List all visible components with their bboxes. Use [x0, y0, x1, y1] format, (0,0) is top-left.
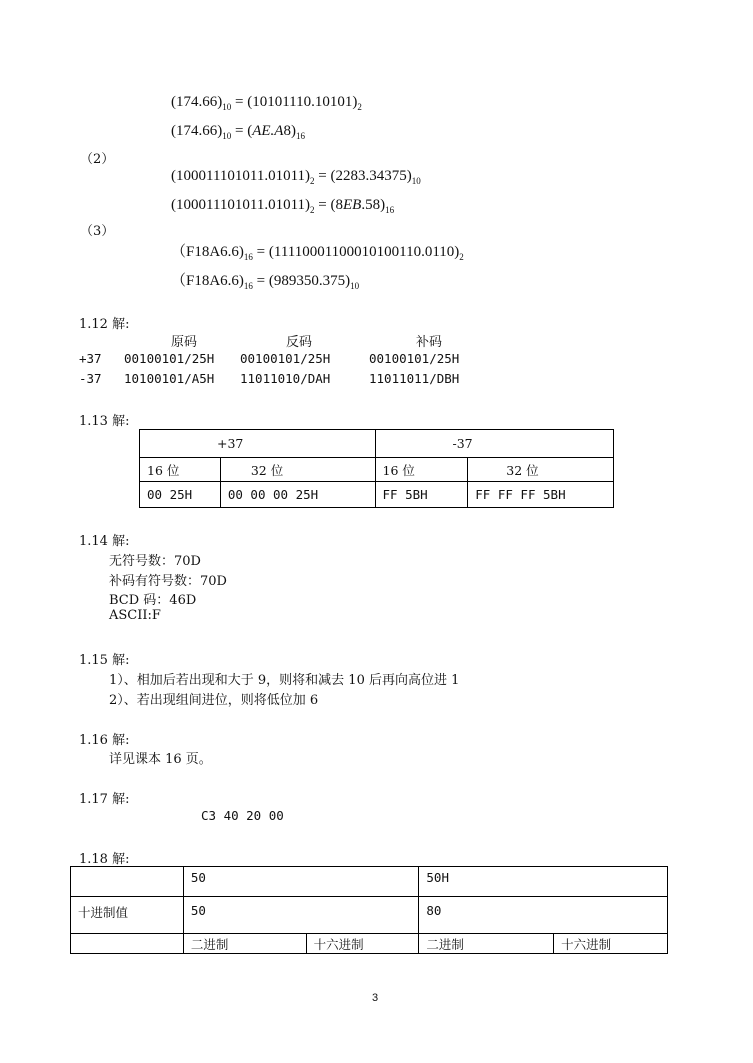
cell-neg-16bit: FF 5BH: [375, 482, 468, 508]
line-rule-1: 1）、相加后若出现和大于 9，则将和减去 10 后再向高位进 1: [109, 673, 460, 688]
row-plus37-original: 00100101/25H: [124, 351, 215, 366]
row-plus37-ones: 00100101/25H: [240, 351, 331, 366]
section-1-14-title: 1.14 解:: [79, 534, 130, 549]
equation-2-1: $(100011101011.01011)_2 = (2283.34375)_{10}$: [171, 168, 421, 186]
cell-decimal-label: 十进制值: [71, 897, 184, 934]
cell-pos-16bit-head: 16 位: [140, 458, 221, 482]
cell-hex-2: 十六进制: [554, 934, 668, 954]
cell-r1-c3: 50H: [419, 867, 668, 897]
cell-decimal-50: 50: [183, 897, 419, 934]
cell-binary-2: 二进制: [419, 934, 554, 954]
part-2-label: （2）: [80, 152, 115, 167]
section-1-16-title: 1.16 解:: [79, 733, 130, 748]
line-float-hex: C3 40 20 00: [201, 808, 284, 823]
cell-hex-1: 十六进制: [306, 934, 419, 954]
line-ascii: ASCII:F: [109, 608, 161, 623]
equation-3-1: $(F18A6.6)_{16} = (11110001100010100110.0110)_2$: [171, 244, 464, 262]
line-see-textbook: 详见课本 16 页。: [109, 752, 212, 767]
cell-pos-16bit: 00 25H: [140, 482, 221, 508]
section-1-17-title: 1.17 解:: [79, 792, 130, 807]
header-twos-complement: 补码: [416, 335, 443, 350]
page-number: 3: [372, 992, 379, 1004]
row-minus37-sign: -37: [79, 371, 102, 386]
line-rule-2: 2）、若出现组间进位，则将低位加 6: [109, 693, 319, 708]
row-plus37-sign: +37: [79, 351, 102, 366]
row-minus37-original: 10100101/A5H: [124, 371, 215, 386]
cell-neg37: -37: [375, 430, 614, 458]
section-1-18-title: 1.18 解:: [79, 852, 130, 867]
equation-1-1: $(174.66)_{10} = (10101110.10101)_2$: [171, 94, 362, 112]
cell-r1-c2: 50: [183, 867, 419, 897]
cell-r1-c1: [71, 867, 184, 897]
cell-r3-c1: [71, 934, 184, 954]
equation-1-2: $(174.66)_{10} = (AE.A8)_{16}$: [171, 123, 305, 141]
cell-pos-32bit-head: 32 位: [220, 458, 375, 482]
part-3-label: （3）: [80, 224, 115, 239]
cell-decimal-80: 80: [419, 897, 668, 934]
line-unsigned: 无符号数：70D: [109, 554, 201, 569]
table-1-18: [70, 866, 668, 954]
row-minus37-twos: 11011011/DBH: [369, 371, 460, 386]
line-signed: 补码有符号数：70D: [109, 574, 227, 589]
section-1-12-title: 1.12 解:: [79, 317, 130, 332]
section-1-15-title: 1.15 解:: [79, 653, 130, 668]
line-bcd: BCD 码：46D: [109, 593, 197, 608]
cell-neg-32bit-head: 32 位: [468, 458, 614, 482]
table-1-13: [139, 429, 614, 508]
cell-neg-32bit: FF FF FF 5BH: [468, 482, 614, 508]
cell-pos37: +37: [140, 430, 376, 458]
row-plus37-twos: 00100101/25H: [369, 351, 460, 366]
equation-2-2: $(100011101011.01011)_2 = (8EB.58)_{16}$: [171, 197, 395, 215]
equation-3-2: $(F18A6.6)_{16} = (989350.375)_{10}$: [171, 273, 360, 291]
section-1-13-title: 1.13 解:: [79, 414, 130, 429]
header-original-code: 原码: [171, 335, 198, 350]
header-ones-complement: 反码: [286, 335, 313, 350]
cell-binary-1: 二进制: [183, 934, 306, 954]
cell-pos-32bit: 00 00 00 25H: [220, 482, 375, 508]
row-minus37-ones: 11011010/DAH: [240, 371, 331, 386]
cell-neg-16bit-head: 16 位: [375, 458, 468, 482]
